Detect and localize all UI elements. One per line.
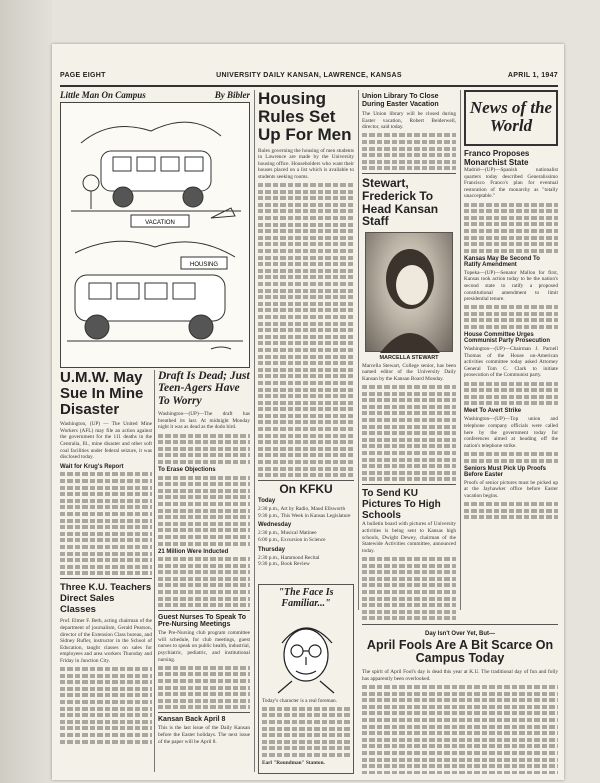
kansas-ratify-lead: Topeka—(UP)—Senator Mallon for first, Kansas took action today to be the nation's second state to ratify a proposed constitutional amendment to limit presidential tenure. bbox=[464, 269, 558, 303]
house-committee-headline: House Committee Urges Communist Party Prosecution bbox=[464, 332, 551, 345]
teachers-headline: Three K.U. Teachers Direct Sales Classes bbox=[60, 582, 152, 616]
face-caricature bbox=[262, 613, 350, 695]
umw-subhead: Wait for Krug's Report bbox=[60, 463, 124, 470]
april-fools-story bbox=[362, 624, 558, 774]
housing-column bbox=[258, 90, 354, 580]
cartoon-title: Little Man On Campus bbox=[60, 90, 146, 100]
guest-lead: The Pre-Nursing club program committee will schedule, for club meetings, guest nurses to speak on public health, industrial, psychiatric, pediatric, and institutional nursing. bbox=[158, 630, 250, 663]
face-headline: "The Face Is Familiar..." bbox=[278, 587, 334, 609]
stewart-lead: Marcella Stewart, College senior, has been named editor of the University Daily Kansan by the Kansan Board Monday. bbox=[362, 362, 456, 382]
april-fools-kicker: Day Isn't Over Yet, But— bbox=[424, 631, 495, 637]
draft-headline: Draft Is Dead; Just Teen-Agers Have To Worry bbox=[158, 370, 250, 407]
paper-name: UNIVERSITY DAILY KANSAN, LAWRENCE, KANSAS bbox=[216, 72, 402, 79]
strike-lead: Washington—(UP)—Top union and telephone company officials were called here by the government today for conferences aimed at heading off the nation's telephone strike. bbox=[464, 416, 558, 449]
union-column bbox=[362, 90, 456, 620]
umw-story bbox=[60, 370, 152, 770]
seniors-lead: Proofs of senior pictures must be picked up at the Jayhawker office before Easter vacation begins. bbox=[464, 479, 558, 499]
april-fools-headline: April Fools Are A Bit Scarce On Campus Today bbox=[366, 638, 554, 666]
kansas-ratify-headline: Kansas May Be Second To Ratify Amendment bbox=[464, 255, 540, 268]
header-rule bbox=[60, 85, 558, 87]
stewart-caption: MARCELLA STEWART bbox=[379, 354, 439, 361]
kansan-back-headline: Kansan Back April 8 bbox=[158, 716, 226, 724]
stewart-photo bbox=[365, 232, 453, 352]
newspaper-page bbox=[52, 44, 564, 780]
union-lead: The Union library will be closed during Easter vacation, Robert Beiderwell, director, said today. bbox=[362, 111, 456, 131]
ku-pictures-lead: A bulletin board with pictures of University activities is being sent to Kansas high schools, Dwight Dewey, chairman of the Statewide Activities committee, announced today. bbox=[362, 521, 456, 554]
housing-headline: Housing Rules Set Up For Men bbox=[258, 90, 352, 144]
guest-headline: Guest Nurses To Speak To Pre-Nursing Meetings bbox=[158, 614, 247, 629]
teachers-lead: Prof. Elmer F. Beth, acting chairman of the department of journalism, Gerald Pearson, director of the Extension Class bureau, and Sidney Rufler, instructor in the School of Education, taught classes on sales for employees and area workers Thursday and Friday in Junction City. bbox=[60, 618, 152, 664]
issue-date: APRIL 1, 1947 bbox=[507, 72, 558, 79]
draft-story bbox=[158, 370, 250, 770]
cartoon-header bbox=[60, 90, 250, 100]
kfku-item: 6:00 p.m., Excursion in Science bbox=[258, 537, 326, 543]
divider bbox=[460, 90, 461, 610]
franco-headline: Franco Proposes Monarchist State bbox=[464, 149, 530, 167]
divider bbox=[254, 90, 255, 772]
divider bbox=[358, 90, 359, 610]
house-committee-lead: Washington—(UP)—Chairman J. Parnell Thomas of the House un-American activities committee today asked Attorney General Tom C. Clark to initiate prosecution of the Communist party. bbox=[464, 346, 558, 379]
news-of-world-banner bbox=[464, 90, 558, 146]
cartoon-drawing bbox=[61, 103, 249, 367]
kfku-item: 9:30 p.m., Book Review bbox=[258, 561, 310, 568]
cartoon-image bbox=[60, 102, 250, 368]
cartoon-sign-housing: HOUSING bbox=[189, 262, 219, 268]
kansan-back-lead: This is the last issue of the Daily Kansan before the Easter holidays. The next issue of the paper will be April 8. bbox=[158, 725, 250, 745]
draft-subhead-2: 21 Million Were Inducted bbox=[158, 548, 229, 555]
kfku-headline: On KFKU bbox=[279, 482, 333, 497]
kfku-item: 9:30 p.m., This Week in Kansas Legislature bbox=[258, 512, 351, 519]
umw-headline: U.M.W. May Sue In Mine Disaster bbox=[60, 370, 144, 418]
page-header bbox=[60, 72, 558, 84]
page-number: PAGE EIGHT bbox=[60, 72, 106, 79]
draft-lead: Washington—(UP)—The draft has breathed its last. At midnight Monday night it was as dead as the dodo bird. bbox=[158, 411, 250, 431]
franco-lead: Madrid—(UP)—Spanish nationalist quarters today described Generalissimo Francisco Franco's plan for eventual restoration of the monarchy as "totally unacceptable." bbox=[464, 167, 558, 200]
kfku-day-today: Today bbox=[258, 498, 276, 505]
april-fools-lead: The spirit of April Fool's day is dead this year at K.U. The traditional day of fun and folly has apparently been overlooked. bbox=[362, 669, 558, 682]
portrait-silhouette bbox=[366, 233, 454, 353]
kfku-day-thursday: Thursday bbox=[258, 546, 286, 553]
housing-lead: Rules governing the housing of men students in Lawrence are made by the University housing office. Householders who want their houses placed on a list which is available to students seeking rooms. bbox=[258, 147, 354, 180]
strike-headline: Meet To Avert Strike bbox=[464, 408, 522, 415]
face-lead: Today's character is a real foreman. bbox=[262, 697, 337, 704]
news-title: News of the World bbox=[469, 98, 553, 136]
cartoon-byline: By Bibler bbox=[214, 90, 250, 100]
face-name: Earl "Roundman" Stanton. bbox=[262, 759, 325, 766]
draft-subhead-1: To Erase Objections bbox=[158, 466, 216, 473]
stewart-headline: Stewart, Frederick To Head Kansan Staff bbox=[362, 176, 439, 229]
seniors-headline: Seniors Must Pick Up Proofs Before Easter bbox=[464, 465, 547, 478]
kfku-day-wednesday: Wednesday bbox=[258, 522, 292, 529]
face-familiar-box bbox=[258, 584, 354, 774]
kfku-item: 2:30 p.m., Musical Matinee bbox=[258, 530, 317, 537]
kfku-item: 2:30 p.m., Hammond Recital bbox=[258, 554, 320, 561]
world-column bbox=[464, 90, 558, 618]
kfku-item: 2:30 p.m., Art by Radio, Maud Ellsworth bbox=[258, 506, 346, 513]
binding-edge bbox=[0, 0, 52, 783]
left-column bbox=[60, 90, 250, 368]
ku-pictures-headline: To Send KU Pictures To High Schools bbox=[362, 488, 441, 522]
umw-lead: Washington, (UP) — The United Mine Workers (AFL) may file an action against the government for the 111 deaths in the Centralia, Ill., mine disaster and other soft coal facilities under federal seizure, it was disclosed today. bbox=[60, 421, 152, 461]
divider bbox=[154, 370, 155, 772]
union-headline: Union Library To Close During Easter Vacation bbox=[362, 93, 439, 108]
cartoon-sign-vacation: VACATION bbox=[145, 220, 175, 226]
